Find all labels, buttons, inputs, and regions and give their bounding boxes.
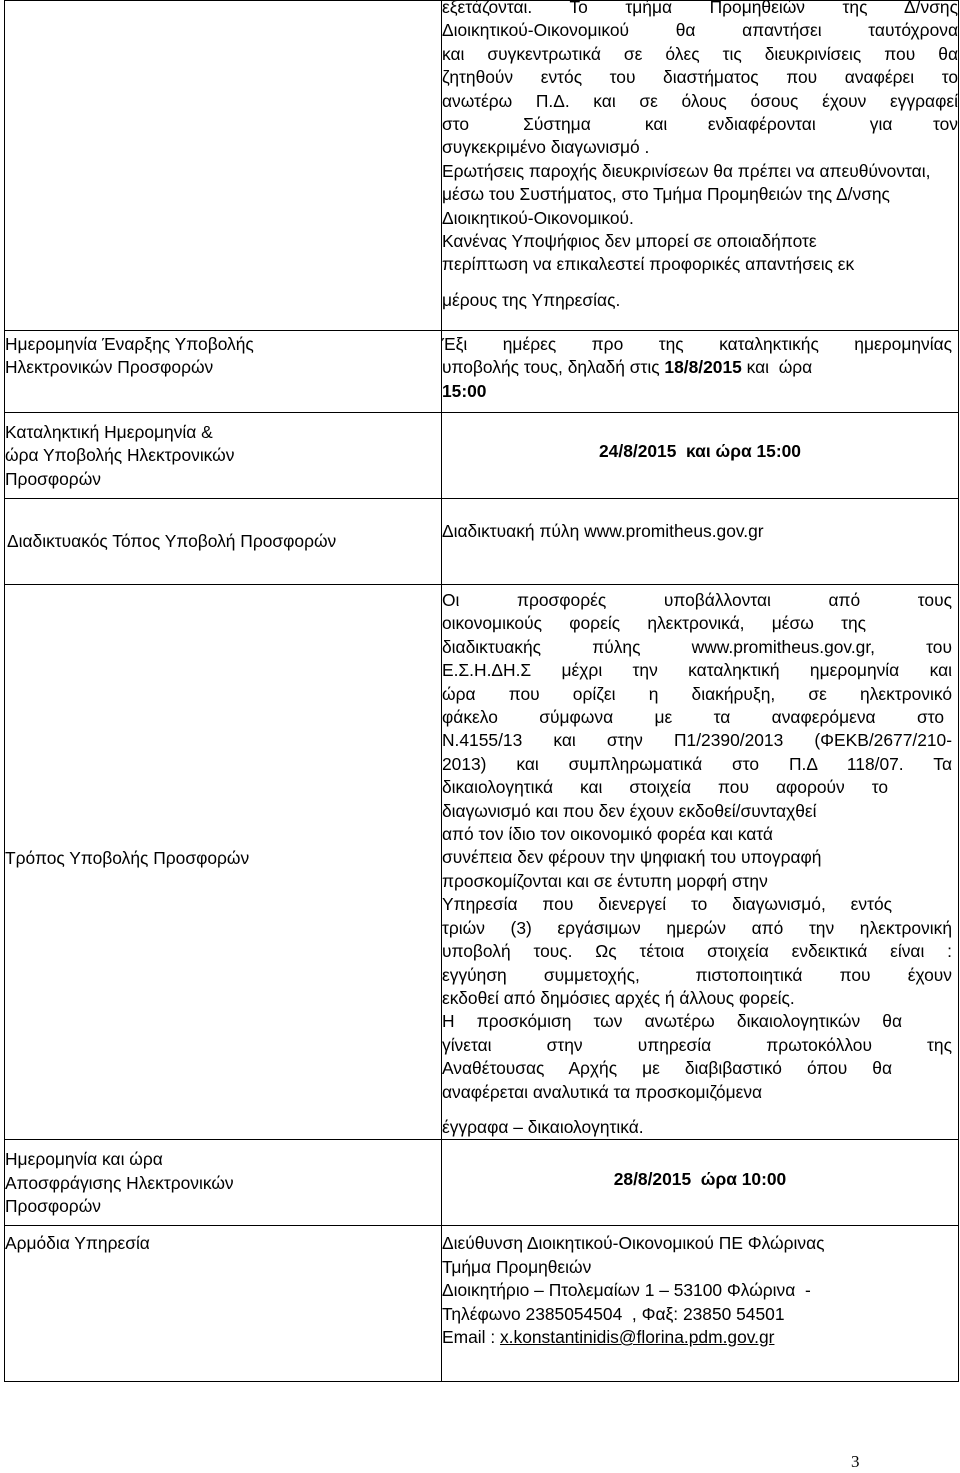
start-date-value bbox=[442, 356, 952, 379]
opening-value-cell bbox=[442, 1140, 959, 1226]
service-line: Τηλέφωνο 2385054504 , Φαξ: 23850 54501 bbox=[442, 1303, 785, 1324]
method-line: δικαιολογητικά και στοιχεία που αφορούν το bbox=[442, 777, 888, 798]
procurement-info-table bbox=[4, 0, 959, 1382]
method-line: Υπηρεσία που διενεργεί το διαγωνισμό, εντός bbox=[442, 894, 892, 915]
opening-value: 28/8/2015 ώρα 10:00 bbox=[613, 1169, 787, 1190]
oral-answers-line: Κανένας Υποψήφιος δεν μπορεί σε οποιαδήποτε bbox=[442, 231, 817, 252]
start-date: 18/8/2015 bbox=[664, 357, 742, 378]
clarification-line: και συγκεντρωτικά σε όλες τις διευκρινίσεις που θα bbox=[442, 43, 958, 64]
method-line: τριών (3) εργάσιμων ημερών από την ηλεκτρονική bbox=[442, 917, 952, 938]
start-date-label-cell bbox=[5, 331, 442, 413]
method-line: έγγραφα – δικαιολογητικά. bbox=[442, 1116, 644, 1137]
opening-label: Προσφορών bbox=[5, 1196, 101, 1217]
method-line: αναφέρεται αναλυτικά τα προσκομιζόμενα bbox=[442, 1081, 763, 1102]
method-line: ώρα που ορίζει η διακήρυξη, σε ηλεκτρονικό bbox=[442, 683, 952, 704]
deadline-row bbox=[5, 413, 959, 499]
email-label: Email : bbox=[442, 1326, 500, 1347]
opening-label: Ημερομηνία και ώρα bbox=[5, 1149, 163, 1170]
submission-place-label-cell bbox=[5, 499, 442, 585]
service-label: Αρμόδια Υπηρεσία bbox=[5, 1233, 150, 1254]
service-line: Διοικητήριο – Πτολεμαίων 1 – 53100 Φλώρινα - bbox=[442, 1280, 811, 1301]
clarification-line: συγκεκριμένο διαγωνισμό . bbox=[442, 137, 650, 158]
deadline-label: Προσφορών bbox=[5, 468, 101, 489]
start-date-text: υποβολής τους, δηλαδή στις bbox=[442, 357, 665, 378]
start-date-row bbox=[5, 331, 959, 413]
questions-paragraph: Ερωτήσεις παροχής διευκρινίσεων θα πρέπει να απευθύνονται, μέσω του Συστήματος, στο Τμήμα Προμηθειών της Δ/νσης Διοικητικού-Οικονομικού. bbox=[442, 160, 931, 228]
submission-method-value-cell bbox=[442, 585, 959, 1140]
method-line: Αναθέτουσας Αρχής με διαβιβαστικό όπου θα bbox=[442, 1058, 892, 1079]
continuation-text-cell bbox=[442, 1, 959, 331]
opening-label-cell bbox=[5, 1140, 442, 1226]
deadline-value: 24/8/2015 και ώρα 15:00 bbox=[599, 440, 801, 461]
service-email-line bbox=[442, 1326, 958, 1349]
method-line: εκδοθεί από δημόσιες αρχές ή άλλους φορείς. bbox=[442, 987, 795, 1008]
start-time: 15:00 bbox=[442, 380, 487, 401]
start-date-label: Ηλεκτρονικών Προσφορών bbox=[5, 357, 214, 378]
start-date-value-cell bbox=[442, 331, 959, 413]
oral-answers-line: μέρους της Υπηρεσίας. bbox=[442, 289, 621, 310]
clarification-line: στο Σύστημα και ενδιαφέρονται για τον bbox=[442, 114, 958, 135]
opening-row bbox=[5, 1140, 959, 1226]
start-date-label: Ημερομηνία Έναρξης Υποβολής bbox=[5, 334, 254, 354]
deadline-label: Καταληκτική Ημερομηνία & bbox=[5, 422, 213, 442]
oral-answers-line: περίπτωση να επικαλεστεί προφορικές απαντήσεις εκ bbox=[442, 254, 855, 275]
method-line: εγγύηση συμμετοχής, πιστοποιητικά που έχουν bbox=[442, 964, 952, 985]
method-line: από τον ίδιο τον οικονομικό φορέα και κατά bbox=[442, 824, 773, 845]
method-line: οικονομικούς φορείς ηλεκτρονικά, μέσω της bbox=[442, 613, 866, 634]
method-line: διαγωνισμό και που δεν έχουν εκδοθεί/συνταχθεί bbox=[442, 800, 817, 821]
method-line: Ε.Σ.Η.ΔΗ.Σ μέχρι την καταληκτική ημερομηνία και bbox=[442, 660, 952, 681]
method-line: γίνεται στην υπηρεσία πρωτοκόλλου της bbox=[442, 1034, 952, 1055]
method-line: Οι προσφορές υποβάλλονται από τους bbox=[442, 590, 952, 610]
start-date-text: και ώρα bbox=[741, 357, 813, 378]
method-line: 2013) και συμπληρωματικά στο Π.Δ 118/07. Τα bbox=[442, 753, 952, 774]
continuation-row bbox=[5, 1, 959, 331]
submission-place-row bbox=[5, 499, 959, 585]
page-number: 3 bbox=[851, 1452, 860, 1471]
submission-place-value-cell bbox=[442, 499, 959, 585]
email-link[interactable]: x.konstantinidis@florina.pdm.gov.gr bbox=[499, 1326, 775, 1347]
service-row bbox=[5, 1226, 959, 1382]
method-line: Ν.4155/13 και στην Π1/2390/2013 (ΦΕΚΒ/2677/210- bbox=[442, 730, 952, 751]
clarification-line: ανωτέρω Π.Δ. και σε όλους όσους έχουν εγγραφεί bbox=[442, 90, 958, 111]
method-line: συνέπεια δεν φέρουν την ψηφιακή του υπογραφή bbox=[442, 847, 822, 868]
clarification-line: ζητηθούν εντός του διαστήματος που αναφέρει το bbox=[442, 67, 958, 88]
deadline-value-cell bbox=[442, 413, 959, 499]
method-line: διαδικτυακής πύλης www.promitheus.gov.gr, του bbox=[442, 636, 952, 657]
submission-place-label: Διαδικτυακός Τόπος Υποβολή Προσφορών bbox=[7, 530, 337, 551]
submission-method-label-cell bbox=[5, 585, 442, 1140]
start-date-value: Έξι ημέρες προ της καταληκτικής ημερομηνίας bbox=[442, 334, 952, 354]
submission-place-value: Διαδικτυακή πύλη www.promitheus.gov.gr bbox=[442, 520, 764, 541]
clarification-line: Διοικητικού-Οικονομικού θα απαντήσει ταυτόχρονα bbox=[442, 20, 958, 41]
method-line: υποβολή τους. Ως τέτοια στοιχεία ενδεικτικά είναι : bbox=[442, 941, 952, 962]
method-line: Η προσκόμιση των ανωτέρω δικαιολογητικών θα bbox=[442, 1011, 902, 1032]
service-value-cell bbox=[442, 1226, 959, 1382]
service-line: Τμήμα Προμηθειών bbox=[442, 1256, 592, 1277]
service-line: Διεύθυνση Διοικητικού-Οικονομικού ΠΕ Φλώρινας bbox=[442, 1233, 825, 1254]
method-line: προσκομίζονται και σε έντυπη μορφή στην bbox=[442, 870, 768, 891]
opening-label: Αποσφράγισης Ηλεκτρονικών bbox=[5, 1172, 234, 1193]
deadline-label: ώρα Υποβολής Ηλεκτρονικών bbox=[5, 445, 235, 466]
clarification-line: εξετάζονται. Το τμήμα Προμηθειών της Δ/νσης bbox=[442, 0, 958, 17]
deadline-label-cell bbox=[5, 413, 442, 499]
submission-method-row bbox=[5, 585, 959, 1140]
method-line: φάκελο σύμφωνα με τα αναφερόμενα στο bbox=[442, 707, 944, 728]
continuation-label-cell bbox=[5, 1, 442, 331]
submission-method-label: Τρόπος Υποβολής Προσφορών bbox=[5, 848, 250, 869]
service-label-cell bbox=[5, 1226, 442, 1382]
